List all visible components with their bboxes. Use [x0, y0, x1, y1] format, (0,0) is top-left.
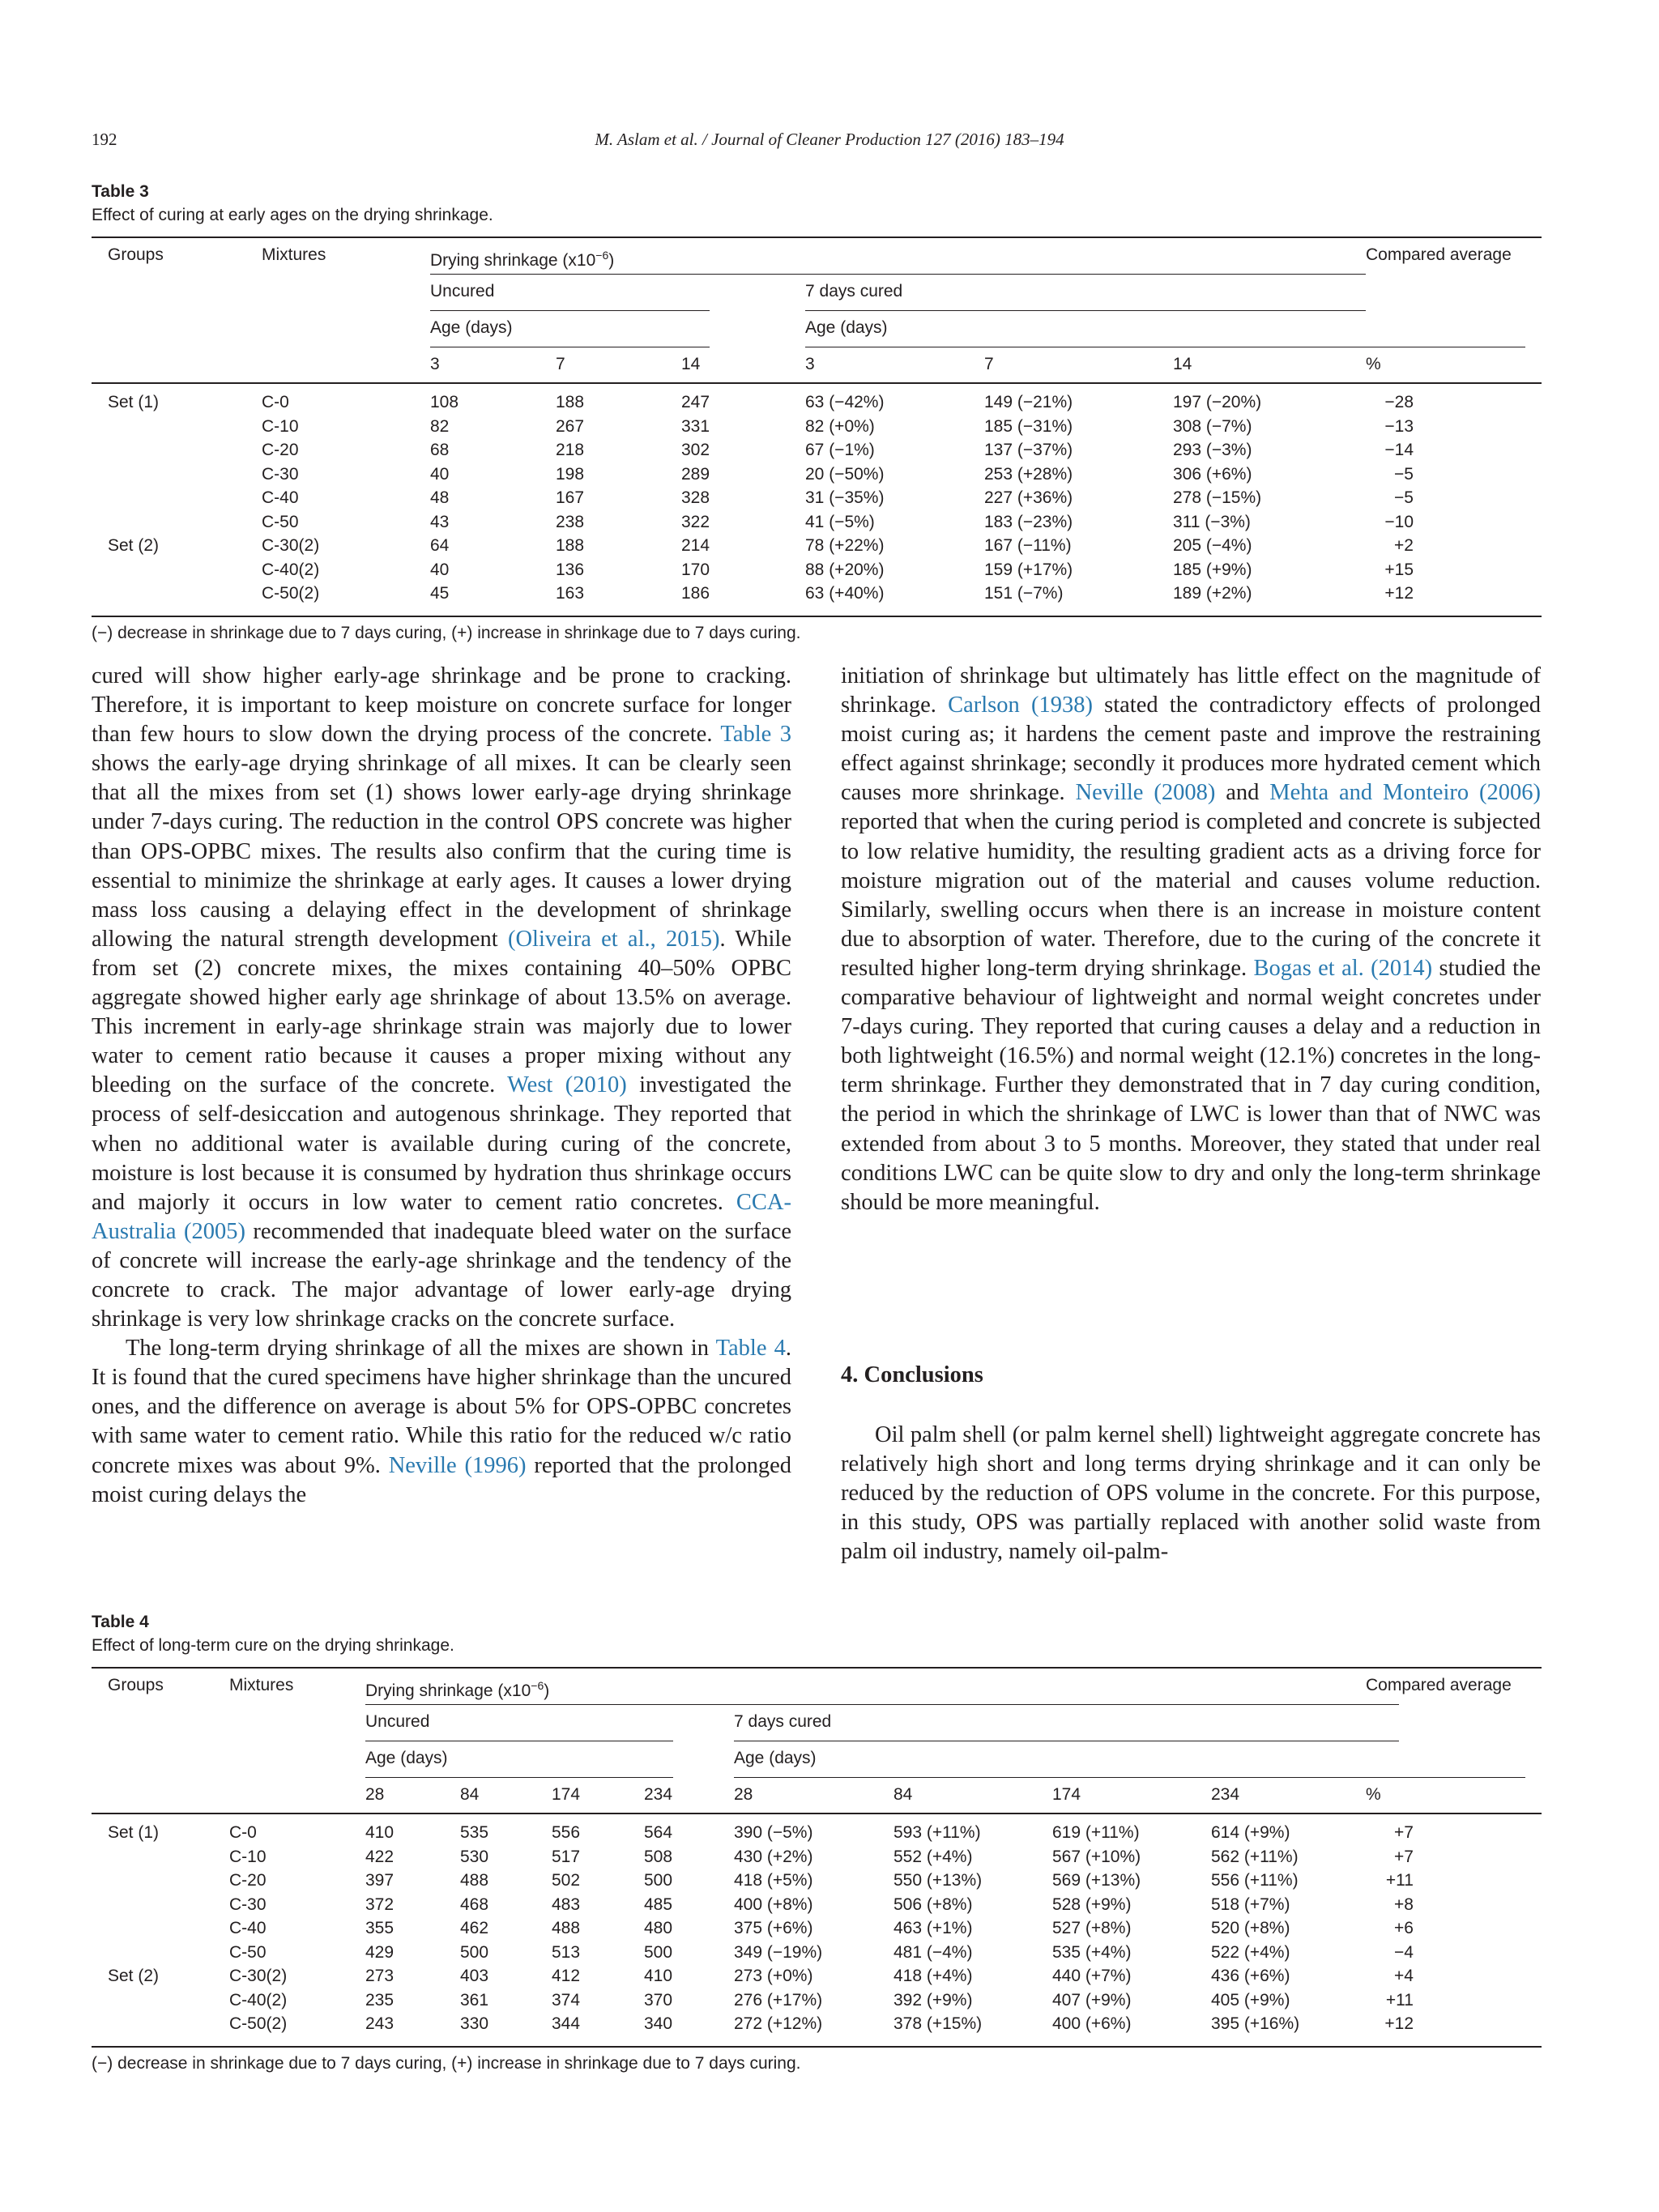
table3-cell: 163	[556, 584, 585, 603]
table3-cell: 198	[556, 464, 585, 484]
table4-header-compared: Compared average	[1366, 1676, 1512, 1694]
table3-cell: −5	[1394, 488, 1414, 507]
table3-cell: C-0	[262, 393, 289, 411]
table3-label: Table 3	[92, 182, 149, 201]
table3-cell: 306 (+6%)	[1173, 464, 1252, 484]
table3-cell: 227 (+36%)	[984, 488, 1073, 507]
table4-header-uncured: Uncured	[365, 1712, 430, 1731]
link-neville-1996[interactable]: Neville (1996)	[388, 1452, 527, 1478]
table4-cell: C-20	[229, 1871, 267, 1890]
table4-cell: +12	[1384, 2014, 1414, 2033]
table3-cell: C-20	[262, 441, 299, 459]
table4-cell: +11	[1385, 1990, 1414, 2010]
link-carlson-1938[interactable]: Carlson (1938)	[948, 693, 1093, 718]
table3-cell: 88 (+20%)	[805, 560, 885, 579]
table4-header-groups: Groups	[108, 1676, 164, 1694]
table4-cell: 513	[552, 1942, 581, 1962]
table3-header-age-uncured: Age (days)	[430, 318, 513, 337]
table4-cell: 243	[365, 2014, 394, 2033]
table4-cell: C-50(2)	[229, 2014, 288, 2033]
table4-cell: +6	[1394, 1919, 1414, 1937]
table3-cell: 40	[430, 464, 450, 484]
table4-cell: 528 (+9%)	[1052, 1894, 1132, 1914]
left-paragraph-2: The long-term drying shrinkage of all the mixes are shown in Table 4. It is found that the cured specimens have higher shrinkage than the uncured ones, and the difference on average is about 5% for OPS-OPBC concretes with same water to cement ratio. While this ratio for the reduced w/c ratio concrete mixes was about 9%. Neville (1996) reported that the prolonged moist curing delays the	[92, 1336, 792, 1507]
table3-cell: 170	[681, 560, 710, 579]
table3-cell: C-30	[262, 464, 299, 484]
table3-cell: +12	[1384, 584, 1414, 603]
table4-cell: 520 (+8%)	[1211, 1919, 1290, 1937]
left-paragraph-1: cured will show higher early-age shrinkage and be prone to cracking. Therefore, it is important to keep moisture on concrete surface for longer than few hours to slow down the drying process of the concrete. Table 3 shows the early-age drying shrinkage of all mixes. It can be clearly seen that all the mixes from set (1) shows lower early-age drying shrinkage under 7-days curing. The reduction in the control OPS concrete was higher than OPS-OPBC mixes. The results also confirm that the curing time is essential to minimize the shrinkage at early ages. It causes a lower drying mass loss causing a delaying effect in the development of shrinkage allowing the natural strength development (Oliveira et al., 2015). While from set (2) concrete mixes, the mixes containing 40–50% OPBC aggregate showed higher early age shrinkage of about 13.5% on average. This increment in early-age shrinkage strain was majorly due to lower water to cement ratio because it causes a proper mixing without any bleeding on the surface of the concrete. West (2010) investigated the process of self-desiccation and autogenous shrinkage. They reported that when no additional water is available during curing of the concrete, moisture is lost because it is consumed by hydration thus shrinkage occurs and majorly it occurs in low water to cement ratio concretes. CCA-Australia (2005) recommended that inadequate bleed water on the surface of concrete will increase the early-age shrinkage and the tendency of the concrete to crack. The major advantage of lower early-age drying shrinkage is very low shrinkage cracks on the concrete surface.	[92, 663, 792, 1332]
table3-header-cured: 7 days cured	[805, 282, 903, 300]
table3-cell: −13	[1384, 416, 1414, 436]
table3-header-compared: Compared average	[1366, 245, 1512, 264]
table3-cell: 167	[556, 488, 585, 507]
table4-cell: 410	[365, 1823, 394, 1842]
table4-cell: 480	[644, 1919, 673, 1937]
table3-header-mixtures: Mixtures	[262, 245, 326, 264]
table3-cell: 278 (−15%)	[1173, 488, 1262, 507]
table4-cell: 556 (+11%)	[1211, 1871, 1299, 1890]
table4-cell: 440 (+7%)	[1052, 1967, 1132, 1985]
table4-cell: 397	[365, 1871, 394, 1890]
table4-cell: 463 (+1%)	[893, 1919, 973, 1937]
table3-cell: 218	[556, 441, 585, 459]
table3-cell: 308 (−7%)	[1173, 416, 1252, 436]
table3-cell: −10	[1384, 512, 1414, 531]
table4-cell: 355	[365, 1919, 394, 1937]
table3-cell: 186	[681, 584, 710, 603]
table3-cell: 63 (−42%)	[805, 393, 885, 411]
table3-cell: C-10	[262, 416, 299, 436]
table4-cell: 430 (+2%)	[734, 1847, 813, 1866]
table4-age-84: 84	[460, 1785, 480, 1804]
table3-cell: 185 (+9%)	[1173, 560, 1252, 579]
table3-cell: 151 (−7%)	[984, 584, 1064, 603]
table3-cell: 267	[556, 416, 585, 436]
table3-cell: 197 (−20%)	[1173, 393, 1262, 411]
table4-cell: 412	[552, 1967, 581, 1985]
table4-cell: 330	[460, 2014, 489, 2033]
table4-cell: 535	[460, 1823, 489, 1842]
table4-cell: 422	[365, 1847, 394, 1866]
table3-cell: 189 (+2%)	[1173, 584, 1252, 603]
table3-cell: 302	[681, 441, 710, 459]
table3-cell: 136	[556, 560, 585, 579]
table4-cell: 235	[365, 1990, 394, 2010]
table4-cell: 562 (+11%)	[1211, 1847, 1299, 1866]
table4-cell: 349 (−19%)	[734, 1942, 823, 1962]
table3-cell: 82 (+0%)	[805, 416, 875, 436]
table4-cell: 481 (−4%)	[893, 1942, 973, 1962]
section-heading-conclusions: 4. Conclusions	[841, 1362, 983, 1387]
link-west-2010[interactable]: West (2010)	[507, 1072, 627, 1098]
link-bogas-2014[interactable]: Bogas et al. (2014)	[1253, 955, 1433, 981]
table4-header-age-cured: Age (days)	[734, 1749, 817, 1767]
table4-cell: C-50	[229, 1942, 267, 1962]
table3-cell: 238	[556, 512, 585, 531]
table3-age-3-cured: 3	[805, 355, 815, 373]
table4-age-84-cured: 84	[893, 1785, 913, 1804]
link-oliveira-2015[interactable]: (Oliveira et al., 2015)	[507, 926, 720, 952]
table4-cell: 500	[644, 1942, 673, 1962]
table3-cell: 188	[556, 393, 585, 411]
table3-cell: 68	[430, 441, 450, 459]
table4-cell: +7	[1394, 1847, 1414, 1866]
table4-cell: 535 (+4%)	[1052, 1942, 1132, 1962]
table4-caption-text: Effect of long-term cure on the drying shrinkage.	[92, 1636, 454, 1655]
table4-cell: 500	[644, 1871, 673, 1890]
table3-footnote: (−) decrease in shrinkage due to 7 days curing, (+) increase in shrinkage due to 7 days curing.	[92, 624, 801, 642]
page-number: 192	[92, 130, 117, 149]
table3-cell: 20 (−50%)	[805, 464, 885, 484]
table4-cell: +7	[1394, 1823, 1414, 1842]
table3-cell: 48	[430, 488, 450, 507]
table3-cell: Set (1)	[108, 393, 160, 411]
table4-cell: 395 (+16%)	[1211, 2014, 1300, 2033]
table4-cell: 418 (+4%)	[893, 1967, 973, 1985]
table4-header-mixtures: Mixtures	[229, 1676, 294, 1694]
table4-cell: 508	[644, 1847, 673, 1866]
table4-cell: 556	[552, 1823, 581, 1842]
link-table-4[interactable]: Table 4	[715, 1336, 786, 1362]
table3-cell: 40	[430, 560, 450, 579]
table3-cell: 43	[430, 512, 450, 531]
table4-cell: C-30	[229, 1894, 267, 1914]
table4-cell: 403	[460, 1967, 489, 1985]
table4-cell: 485	[644, 1894, 673, 1914]
table3-cell: 185 (−31%)	[984, 416, 1073, 436]
table3-cell: 149 (−21%)	[984, 393, 1073, 411]
table3-cell: 31 (−35%)	[805, 488, 885, 507]
table3-age-14-cured: 14	[1173, 355, 1192, 373]
table3-pct: %	[1366, 355, 1381, 373]
table4-cell: 517	[552, 1847, 581, 1866]
table4-pct: %	[1366, 1785, 1381, 1804]
table4-cell: 619 (+11%)	[1052, 1823, 1140, 1842]
link-table-3[interactable]: Table 3	[720, 722, 792, 748]
table3-cell: 293 (−3%)	[1173, 441, 1252, 459]
table4-cell: 468	[460, 1894, 489, 1914]
table4-age-234: 234	[644, 1785, 673, 1804]
table3-cell: 183 (−23%)	[984, 512, 1073, 531]
table3-cell: 108	[430, 393, 459, 411]
table4-age-28-cured: 28	[734, 1785, 753, 1804]
table4-cell: C-40	[229, 1919, 267, 1937]
table3-cell: 45	[430, 584, 450, 603]
table4-cell: 272 (+12%)	[734, 2014, 823, 2033]
table3-cell: 253 (+28%)	[984, 464, 1073, 484]
table4-age-174: 174	[552, 1785, 581, 1804]
table3-cell: 328	[681, 488, 710, 507]
table4-cell: 502	[552, 1871, 581, 1890]
right-column	[841, 662, 1541, 1217]
table4-cell: 374	[552, 1990, 581, 2010]
table4-cell: 522 (+4%)	[1211, 1942, 1290, 1962]
table3-caption-text: Effect of curing at early ages on the drying shrinkage.	[92, 206, 493, 224]
table3-cell: +2	[1394, 536, 1414, 555]
left-column	[92, 662, 791, 1510]
table3-cell: 137 (−37%)	[984, 441, 1073, 459]
table4-cell: 488	[552, 1919, 581, 1937]
table4-cell: 392 (+9%)	[893, 1990, 973, 2010]
table4-cell: 518 (+7%)	[1211, 1894, 1290, 1914]
table3-header-drying: Drying shrinkage $(x10^{-6})$	[430, 249, 615, 270]
table3-cell: 214	[681, 536, 710, 555]
table4-cell: 418 (+5%)	[734, 1871, 813, 1890]
table4-cell: Set (1)	[108, 1823, 160, 1842]
table4-cell: 488	[460, 1871, 489, 1890]
table3-cell: 188	[556, 536, 585, 555]
table4-cell: 462	[460, 1919, 489, 1937]
table4-cell: 400 (+6%)	[1052, 2014, 1132, 2033]
table3-age-7-cured: 7	[984, 355, 994, 373]
table4-cell: 370	[644, 1990, 673, 2010]
table3-cell: 331	[681, 416, 710, 436]
table4-header-age-uncured: Age (days)	[365, 1749, 448, 1767]
table3-cell: −5	[1394, 464, 1414, 484]
right-column-lower	[841, 1421, 1541, 1566]
table4-cell: 344	[552, 2014, 581, 2033]
table4-cell: 390 (−5%)	[734, 1823, 813, 1842]
table3-header-uncured: Uncured	[430, 282, 495, 300]
table4-cell: C-10	[229, 1847, 267, 1866]
table4-cell: 361	[460, 1990, 489, 2010]
table4-header-cured: 7 days cured	[734, 1712, 832, 1731]
table3-header-age-cured: Age (days)	[805, 318, 888, 337]
table4	[92, 1667, 1542, 2048]
table3-cell: 289	[681, 464, 710, 484]
table4-header-drying: Drying shrinkage $(x10^{-6})$	[365, 1679, 550, 1700]
table4-cell: 567 (+10%)	[1052, 1847, 1141, 1866]
table4-cell: 273 (+0%)	[734, 1967, 813, 1985]
table3-cell: Set (2)	[108, 536, 160, 555]
table3-cell: −28	[1384, 393, 1414, 411]
table4-cell: 410	[644, 1967, 673, 1985]
right-paragraph-1: initiation of shrinkage but ultimately has little effect on the magnitude of shrinkage. Carlson (1938) stated the contradictory effects of prolonged moist curing as; it hardens the cement paste and improve the restraining effect against shrinkage; secondly it produces more hydrated cement which causes more shrinkage. Neville (2008) and Mehta and Monteiro (2006) reported that when the curing period is completed and concrete is subjected to low relative humidity, the resulting gradient acts as a driving force for moisture migration out of the material and causes volume reduction. Similarly, swelling occurs when there is an increase in moisture content due to absorption of water. Therefore, due to the curing of the concrete it resulted higher long-term drying shrinkage. Bogas et al. (2014) studied the comparative behaviour of lightweight and normal weight concretes under 7-days curing. They reported that curing causes a delay and a reduction in both lightweight (16.5%) and normal weight (12.1%) concretes in the long-term shrinkage. Further they demonstrated that in 7 day curing condition, the period in which the shrinkage of LWC is lower than that of NWC was extended from about 3 to 5 months. Moreover, they stated that under real conditions LWC can be quite slow to dry and only the long-term shrinkage should be more meaningful.	[841, 663, 1541, 1215]
running-title: M. Aslam et al. / Journal of Cleaner Production 127 (2016) 183–194	[595, 130, 1064, 149]
table3-cell: C-50	[262, 512, 299, 531]
table4-cell: C-30(2)	[229, 1967, 288, 1985]
table4-footnote: (−) decrease in shrinkage due to 7 days curing, (+) increase in shrinkage due to 7 days curing.	[92, 2054, 801, 2073]
table3-caption	[92, 180, 1542, 227]
table4-cell: 405 (+9%)	[1211, 1990, 1290, 2010]
table4-cell: 506 (+8%)	[893, 1894, 973, 1914]
table4-cell: 340	[644, 2014, 673, 2033]
table4-cell: 407 (+9%)	[1052, 1990, 1132, 2010]
table4-cell: 276 (+17%)	[734, 1990, 823, 2010]
table3-cell: +15	[1384, 560, 1414, 579]
table3-cell: 63 (+40%)	[805, 584, 885, 603]
table3-cell: 311 (−3%)	[1173, 512, 1251, 531]
table3-cell: 78 (+22%)	[805, 536, 885, 555]
table4-cell: Set (2)	[108, 1967, 160, 1985]
table4-cell: −4	[1394, 1942, 1414, 1962]
table4-cell: 564	[644, 1823, 673, 1842]
table4-cell: 400 (+8%)	[734, 1894, 813, 1914]
table3-cell: 205 (−4%)	[1173, 536, 1252, 555]
table4-cell: +4	[1394, 1967, 1414, 1985]
table4-cell: +8	[1394, 1894, 1414, 1914]
table3-age-7: 7	[556, 355, 565, 373]
table4-age-28: 28	[365, 1785, 385, 1804]
table3-age-3: 3	[430, 355, 440, 373]
table4-age-174-cured: 174	[1052, 1785, 1081, 1804]
table4-cell: 552 (+4%)	[893, 1847, 973, 1866]
table3-cell: C-50(2)	[262, 584, 320, 603]
table4-cell: 378 (+15%)	[893, 2014, 983, 2033]
table4-cell: 527 (+8%)	[1052, 1919, 1132, 1937]
table3-cell: C-30(2)	[262, 536, 320, 555]
table4-cell: 614 (+9%)	[1211, 1823, 1290, 1842]
table4-cell: 550 (+13%)	[893, 1871, 983, 1890]
table3-cell: C-40	[262, 488, 299, 507]
table4-cell: 593 (+11%)	[893, 1823, 981, 1842]
table4-cell: +11	[1385, 1871, 1414, 1890]
table4-cell: 372	[365, 1894, 394, 1914]
table3-cell: 167 (−11%)	[984, 536, 1072, 555]
table3-cell: 322	[681, 512, 710, 531]
table4-cell: 436 (+6%)	[1211, 1967, 1290, 1985]
table3-cell: 247	[681, 393, 710, 411]
table4-cell: 273	[365, 1967, 394, 1985]
table4-age-234-cured: 234	[1211, 1785, 1240, 1804]
table3-cell: 159 (+17%)	[984, 560, 1073, 579]
link-mehta-monteiro-2006[interactable]: Mehta and Monteiro (2006)	[1269, 780, 1541, 806]
table4-cell: 500	[460, 1942, 489, 1962]
table4-cell: 429	[365, 1942, 394, 1962]
link-cca-australia-2005[interactable]: CCA-Australia (2005)	[92, 1189, 791, 1244]
table3-cell: 82	[430, 416, 450, 436]
link-neville-2008[interactable]: Neville (2008)	[1075, 780, 1216, 806]
table4-cell: 375 (+6%)	[734, 1919, 813, 1937]
table3-cell: −14	[1384, 441, 1414, 459]
table3-age-14: 14	[681, 355, 701, 373]
table3-header-groups: Groups	[108, 245, 164, 264]
table3-cell: 41 (−5%)	[805, 512, 875, 531]
table4-cell: C-40(2)	[229, 1990, 288, 2010]
table3-cell: 64	[430, 536, 450, 555]
table3-cell: 67 (−1%)	[805, 441, 875, 459]
table4-cell: 530	[460, 1847, 489, 1866]
table4-cell: 483	[552, 1894, 581, 1914]
table4-cell: C-0	[229, 1823, 257, 1842]
right-paragraph-2: Oil palm shell (or palm kernel shell) lightweight aggregate concrete has relatively high short and long terms drying shrinkage and it can only be reduced by the reduction of OPS volume in the concrete. For this purpose, in this study, OPS was partially replaced with another solid waste from palm oil industry, namely oil-palm-	[841, 1422, 1541, 1565]
table4-caption	[92, 1610, 1542, 1657]
table3-cell: C-40(2)	[262, 560, 320, 579]
table4-label: Table 4	[92, 1613, 149, 1631]
table4-cell: 569 (+13%)	[1052, 1871, 1141, 1890]
table3	[92, 237, 1542, 617]
